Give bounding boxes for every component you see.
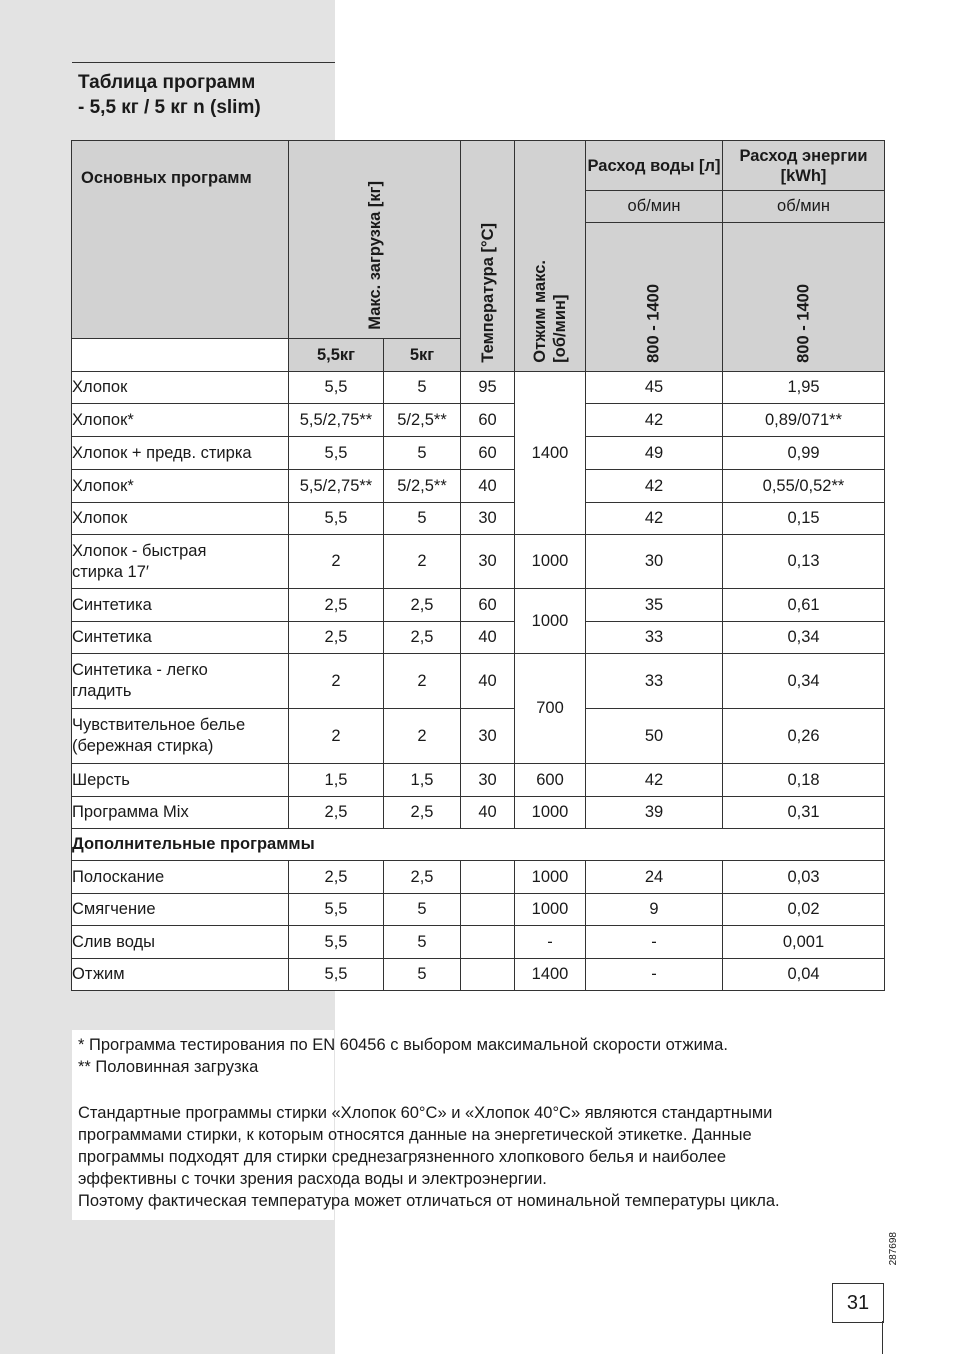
table-cell: Шерсть — [72, 764, 289, 797]
page-number-rule — [882, 1321, 883, 1354]
header-programs-blank — [72, 339, 289, 372]
table-cell: Чувствительное белье (бережная стирка) — [72, 709, 289, 764]
table-cell: 5,5 — [289, 959, 384, 991]
header-load — [289, 141, 461, 339]
table-row — [72, 764, 885, 797]
table-cell: Хлопок - быстрая стирка 17′ — [72, 535, 289, 589]
table-cell: 42 — [586, 404, 723, 437]
table-cell: 40 — [461, 654, 515, 709]
header-water: Расход воды [л] — [586, 141, 723, 191]
table-cell: 1,95 — [723, 372, 885, 404]
table-cell: Программа Mix — [72, 797, 289, 829]
table-row — [72, 404, 885, 437]
doc-code: 287698 — [888, 1232, 899, 1266]
header-water-unit: об/мин — [586, 191, 723, 223]
table-row — [72, 535, 885, 589]
table-cell: 42 — [586, 503, 723, 535]
table-cell: 5,5 — [289, 372, 384, 404]
header-energy-range: 800 - 1400 — [723, 223, 885, 372]
table-cell: 33 — [586, 654, 723, 709]
table-cell: 700 — [515, 654, 586, 764]
table-row — [72, 437, 885, 470]
table-cell: 30 — [461, 535, 515, 589]
table-cell: 5,5/2,75** — [289, 470, 384, 503]
table-cell: Хлопок — [72, 503, 289, 535]
table-cell: 2,5 — [289, 589, 384, 622]
page-number: 31 — [832, 1283, 884, 1323]
table-cell: 2,5 — [384, 861, 461, 894]
table-row — [72, 797, 885, 829]
table-cell: Хлопок + предв. стирка — [72, 437, 289, 470]
table-cell: 60 — [461, 404, 515, 437]
table-cell: 24 — [586, 861, 723, 894]
table-cell: - — [515, 926, 586, 959]
table-row — [72, 372, 885, 404]
table-cell: 0,61 — [723, 589, 885, 622]
footnote-2: ** Половинная загрузка — [78, 1058, 259, 1076]
table-row — [72, 861, 885, 894]
table-cell: 2,5 — [289, 861, 384, 894]
table-cell: 5/2,5** — [384, 404, 461, 437]
table-cell: 45 — [586, 372, 723, 404]
table-row — [72, 959, 885, 991]
table-row — [72, 926, 885, 959]
table-cell: 5 — [384, 372, 461, 404]
table-row — [72, 894, 885, 926]
table-cell: 0,89/071** — [723, 404, 885, 437]
footnotes — [78, 1034, 780, 1212]
title-rule — [72, 62, 335, 63]
table-cell: - — [586, 926, 723, 959]
description-line-5: Поэтому фактическая температура может отличаться от номинальной температуры цикла. — [78, 1192, 780, 1210]
table-cell: 60 — [461, 589, 515, 622]
table-cell: 42 — [586, 470, 723, 503]
extra-programs-title: Дополнительные программы — [72, 829, 885, 861]
table-cell: 1,5 — [289, 764, 384, 797]
table-cell: 5,5 — [289, 926, 384, 959]
table-cell: - — [586, 959, 723, 991]
header-temp-label: Температура [°C] — [478, 223, 497, 363]
programs-table — [71, 140, 885, 991]
page-title — [78, 70, 261, 120]
table-cell: Слив воды — [72, 926, 289, 959]
table-cell: 0,03 — [723, 861, 885, 894]
title-line-2: - 5,5 кг / 5 кг n (slim) — [78, 97, 261, 118]
table-cell: 600 — [515, 764, 586, 797]
description-line-1: Стандартные программы стирки «Хлопок 60°C» и «Хлопок 40°C» являются стандартными — [78, 1104, 773, 1122]
table-cell — [461, 894, 515, 926]
table-row — [72, 470, 885, 503]
table-cell: 2 — [289, 654, 384, 709]
table-cell: 42 — [586, 764, 723, 797]
table-cell: Синтетика - легко гладить — [72, 654, 289, 709]
table-cell: 0,26 — [723, 709, 885, 764]
header-energy-unit: об/мин — [723, 191, 885, 223]
header-load-sub-2: 5кг — [384, 339, 461, 372]
table-cell: 2 — [289, 709, 384, 764]
table-cell: 30 — [461, 764, 515, 797]
table-cell: 2,5 — [384, 797, 461, 829]
table-cell: 1,5 — [384, 764, 461, 797]
table-cell: Хлопок* — [72, 404, 289, 437]
table-cell: 0,31 — [723, 797, 885, 829]
table-cell: 40 — [461, 797, 515, 829]
table-cell: Хлопок — [72, 372, 289, 404]
table-cell — [461, 861, 515, 894]
table-cell: 33 — [586, 622, 723, 654]
header-water-range: 800 - 1400 — [586, 223, 723, 372]
table-cell: 0,34 — [723, 654, 885, 709]
table-cell: 2 — [384, 654, 461, 709]
table-cell: 2,5 — [384, 622, 461, 654]
table-cell: 95 — [461, 372, 515, 404]
table-cell: Смягчение — [72, 894, 289, 926]
table-row — [72, 503, 885, 535]
description-line-2: программами стирки, к которым относятся данные на энергетической этикетке. Данные — [78, 1126, 752, 1144]
table-cell: 2 — [384, 709, 461, 764]
table-row — [72, 709, 885, 764]
table-cell: 35 — [586, 589, 723, 622]
table-cell: 0,001 — [723, 926, 885, 959]
spin-cell: 1400 — [515, 372, 586, 535]
table-cell: 5,5/2,75** — [289, 404, 384, 437]
header-programs: Основных программ — [72, 141, 289, 339]
table-cell: 60 — [461, 437, 515, 470]
table-cell: Хлопок* — [72, 470, 289, 503]
table-cell: 2,5 — [289, 797, 384, 829]
table-cell: Синтетика — [72, 589, 289, 622]
table-cell: 2 — [289, 535, 384, 589]
description-line-4: эффективны с точки зрения расхода воды и электроэнергии. — [78, 1170, 547, 1188]
table-cell: 0,13 — [723, 535, 885, 589]
table-cell: 0,99 — [723, 437, 885, 470]
table-cell: 1400 — [515, 959, 586, 991]
table-row — [72, 622, 885, 654]
table-cell: 2,5 — [384, 589, 461, 622]
header-spin-label: Отжим макс. [об/мин] — [531, 260, 569, 363]
table-cell: 0,18 — [723, 764, 885, 797]
table-row — [72, 654, 885, 709]
table-cell: 1000 — [515, 535, 586, 589]
title-line-1: Таблица программ — [78, 72, 256, 93]
table-cell: 5,5 — [289, 437, 384, 470]
table-cell: 2 — [384, 535, 461, 589]
table-cell: Полоскание — [72, 861, 289, 894]
header-energy: Расход энергии [kWh] — [723, 141, 885, 191]
header-spin — [515, 141, 586, 372]
table-cell: Синтетика — [72, 622, 289, 654]
table-cell: 0,02 — [723, 894, 885, 926]
table-cell: 50 — [586, 709, 723, 764]
table-cell: Отжим — [72, 959, 289, 991]
table-cell: 30 — [461, 709, 515, 764]
table-cell — [461, 926, 515, 959]
table-cell: 1000 — [515, 861, 586, 894]
table-cell: 49 — [586, 437, 723, 470]
table-cell: 30 — [461, 503, 515, 535]
table-cell: 5,5 — [289, 503, 384, 535]
table-cell: 40 — [461, 470, 515, 503]
table-cell: 5 — [384, 926, 461, 959]
table-cell: 0,15 — [723, 503, 885, 535]
table-cell: 0,34 — [723, 622, 885, 654]
table-cell: 5/2,5** — [384, 470, 461, 503]
description-line-3: программы подходят для стирки среднезагрязненного хлопкового белья и наиболее — [78, 1148, 727, 1166]
table-cell: 5 — [384, 503, 461, 535]
table-cell: 9 — [586, 894, 723, 926]
section-row — [72, 829, 885, 861]
table-cell: 2,5 — [289, 622, 384, 654]
table-cell — [461, 959, 515, 991]
table-cell: 5 — [384, 437, 461, 470]
table-cell: 1000 — [515, 589, 586, 654]
table-cell: 5 — [384, 959, 461, 991]
header-temp — [461, 141, 515, 372]
table-cell: 1000 — [515, 797, 586, 829]
table-cell: 39 — [586, 797, 723, 829]
table-cell: 0,04 — [723, 959, 885, 991]
footnote-1: * Программа тестирования по EN 60456 с выбором максимальной скорости отжима. — [78, 1036, 728, 1054]
header-load-sub-1: 5,5кг — [289, 339, 384, 372]
table-cell: 1000 — [515, 894, 586, 926]
table-cell: 30 — [586, 535, 723, 589]
table-cell: 5 — [384, 894, 461, 926]
table-cell: 5,5 — [289, 894, 384, 926]
table-cell: 0,55/0,52** — [723, 470, 885, 503]
header-load-label: Макс. загрузка [кг] — [365, 181, 384, 330]
table-row — [72, 589, 885, 622]
table-cell: 40 — [461, 622, 515, 654]
